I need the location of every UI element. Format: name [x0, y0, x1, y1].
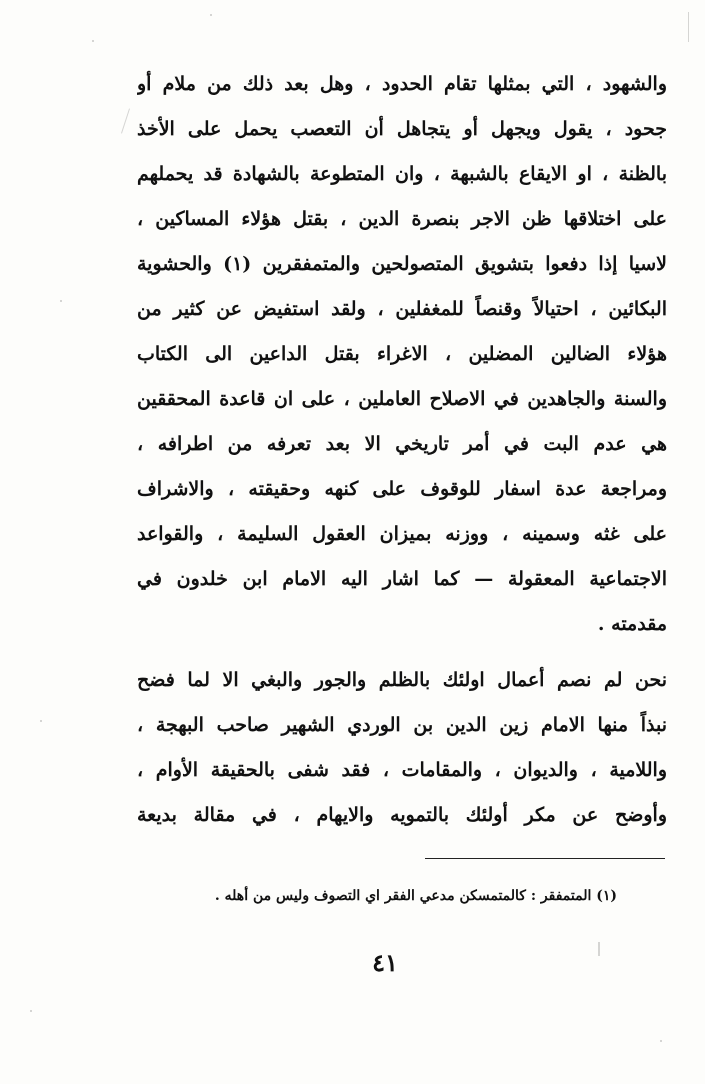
text-line: جحود ، يقول ويجهل أو يتجاهل أن التعصب يحمل على الأخذ: [137, 118, 667, 140]
text-line: البكائين ، احتيالاً وقنصاً للمغفلين ، ولقد استفيض عن كثير من: [137, 298, 667, 320]
scan-speck: [210, 14, 212, 16]
text-line: هي عدم البت في أمر تاريخي الا بعد تعرفه من اطرافه ،: [137, 433, 667, 455]
scan-speck: [60, 300, 62, 302]
text-line: على غثه وسمينه ، ووزنه بميزان العقول السليمة ، والقواعد: [137, 523, 667, 545]
text-line: نحن لم نصم أعمال اولئك بالظلم والجور والبغي الا لما فضح: [137, 669, 667, 691]
scan-speck: [688, 12, 689, 42]
text-line: نبذاً منها الامام زين الدين بن الوردي الشهير صاحب البهجة ،: [137, 714, 667, 736]
text-line: هؤلاء الضالين المضلين ، الاغراء بقتل الداعين الى الكتاب: [137, 343, 667, 365]
scan-speck: [30, 1010, 32, 1012]
scan-speck: [40, 720, 42, 722]
text-line-last: مقدمته .: [597, 613, 667, 635]
text-line: ومراجعة عدة اسفار للوقوف على كنهه وحقيقته ، والاشراف: [137, 478, 667, 500]
paragraph-1: [137, 62, 667, 647]
footnote-divider: [425, 858, 665, 859]
paragraph-2: [137, 658, 667, 838]
scan-speck: [598, 942, 600, 956]
text-line: على اختلاقها ظن الاجر بنصرة الدين ، بقتل هؤلاء المساكين ،: [137, 208, 667, 230]
text-line: واللامية ، والديوان ، والمقامات ، فقد شفى بالحقيقة الأوام ،: [137, 759, 667, 781]
text-line: بالظنة ، او الايقاع بالشبهة ، وان المتطوعة بالشهادة قد يحملهم: [137, 163, 667, 185]
scan-speck: [121, 108, 130, 133]
footnote: (١) المتمفقر : كالمتمسكن مدعي الفقر اي التصوف وليس من أهله .: [214, 888, 617, 904]
text-line: وأوضح عن مكر أولئك بالتمويه والايهام ، في مقالة بديعة: [137, 804, 667, 826]
scan-speck: [660, 1040, 662, 1042]
page-number: ٤١: [372, 948, 398, 977]
text-line: لاسيا إذا دفعوا بتشويق المتصولحين والمتمفقرين (١) والحشوية: [137, 253, 667, 275]
scan-speck: [92, 40, 94, 42]
text-line: الاجتماعية المعقولة — كما اشار اليه الامام ابن خلدون في: [137, 568, 667, 590]
text-line: والسنة والجاهدين في الاصلاح العاملين ، على ان قاعدة المحققين: [137, 388, 667, 410]
text-line: والشهود ، التي بمثلها تقام الحدود ، وهل بعد ذلك من ملام أو: [137, 73, 667, 95]
